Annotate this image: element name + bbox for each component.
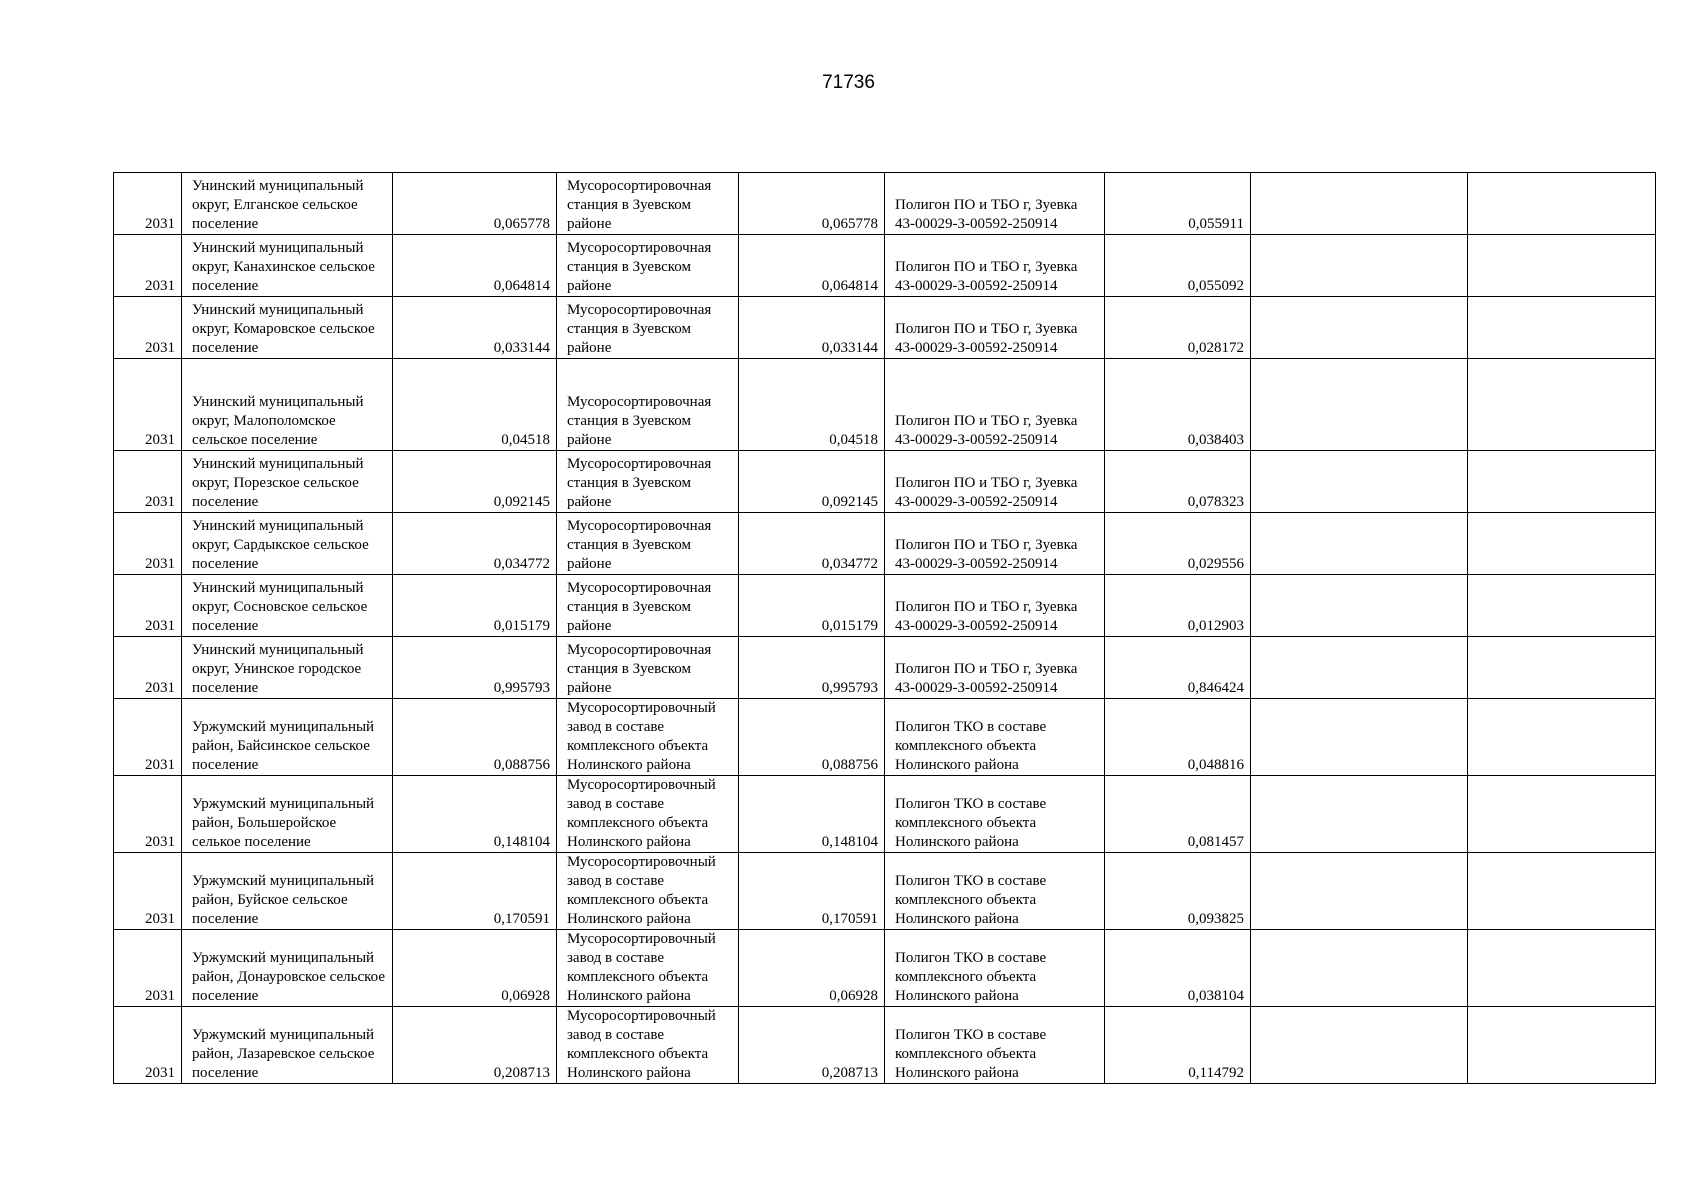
volume-cell: 0,034772	[393, 513, 557, 575]
landfill-cell: Полигон ТКО в составе комплексного объекта Нолинского района	[885, 1007, 1105, 1084]
volume-cell: 0,088756	[739, 699, 885, 776]
volume-cell: 0,038104	[1105, 930, 1251, 1007]
year-cell: 2031	[114, 513, 182, 575]
data-table	[113, 172, 1656, 1084]
empty-cell	[1468, 359, 1656, 451]
volume-cell: 0,055911	[1105, 173, 1251, 235]
table-row	[114, 930, 1656, 1007]
volume-cell: 0,034772	[739, 513, 885, 575]
year-cell: 2031	[114, 297, 182, 359]
year-cell: 2031	[114, 776, 182, 853]
facility-cell: Мусоросортировочная станция в Зуевском районе	[557, 513, 739, 575]
empty-cell	[1468, 853, 1656, 930]
volume-cell: 0,846424	[1105, 637, 1251, 699]
empty-cell	[1251, 297, 1468, 359]
landfill-cell: Полигон ТКО в составе комплексного объекта Нолинского района	[885, 699, 1105, 776]
year-cell: 2031	[114, 930, 182, 1007]
volume-cell: 0,078323	[1105, 451, 1251, 513]
facility-cell: Мусоросортировочная станция в Зуевском районе	[557, 173, 739, 235]
table-row	[114, 451, 1656, 513]
volume-cell: 0,06928	[739, 930, 885, 1007]
volume-cell: 0,04518	[393, 359, 557, 451]
municipality-cell: Унинский муниципальный округ, Сардыкское сельское поселение	[182, 513, 393, 575]
volume-cell: 0,065778	[739, 173, 885, 235]
empty-cell	[1468, 776, 1656, 853]
empty-cell	[1251, 173, 1468, 235]
empty-cell	[1251, 637, 1468, 699]
facility-cell: Мусоросортировочная станция в Зуевском районе	[557, 575, 739, 637]
municipality-cell: Уржумский муниципальный район, Байсинское сельское поселение	[182, 699, 393, 776]
table-row	[114, 637, 1656, 699]
volume-cell: 0,028172	[1105, 297, 1251, 359]
empty-cell	[1251, 699, 1468, 776]
empty-cell	[1468, 637, 1656, 699]
year-cell: 2031	[114, 235, 182, 297]
year-cell: 2031	[114, 575, 182, 637]
table-row	[114, 513, 1656, 575]
empty-cell	[1251, 1007, 1468, 1084]
landfill-cell: Полигон ПО и ТБО г, Зуевка 43-00029-З-00592-250914	[885, 575, 1105, 637]
empty-cell	[1468, 1007, 1656, 1084]
empty-cell	[1251, 930, 1468, 1007]
year-cell: 2031	[114, 451, 182, 513]
landfill-cell: Полигон ТКО в составе комплексного объекта Нолинского района	[885, 930, 1105, 1007]
volume-cell: 0,064814	[739, 235, 885, 297]
landfill-cell: Полигон ТКО в составе комплексного объекта Нолинского района	[885, 776, 1105, 853]
empty-cell	[1468, 575, 1656, 637]
table-row	[114, 575, 1656, 637]
table-row	[114, 235, 1656, 297]
table-row	[114, 297, 1656, 359]
volume-cell: 0,208713	[739, 1007, 885, 1084]
municipality-cell: Уржумский муниципальный район, Донауровское сельское поселение	[182, 930, 393, 1007]
volume-cell: 0,015179	[393, 575, 557, 637]
volume-cell: 0,06928	[393, 930, 557, 1007]
empty-cell	[1251, 451, 1468, 513]
volume-cell: 0,029556	[1105, 513, 1251, 575]
table-row	[114, 1007, 1656, 1084]
volume-cell: 0,038403	[1105, 359, 1251, 451]
municipality-cell: Унинский муниципальный округ, Комаровское сельское поселение	[182, 297, 393, 359]
empty-cell	[1468, 235, 1656, 297]
empty-cell	[1468, 930, 1656, 1007]
municipality-cell: Унинский муниципальный округ, Унинское городское поселение	[182, 637, 393, 699]
facility-cell: Мусоросортировочная станция в Зуевском районе	[557, 637, 739, 699]
volume-cell: 0,208713	[393, 1007, 557, 1084]
municipality-cell: Унинский муниципальный округ, Канахинское сельское поселение	[182, 235, 393, 297]
volume-cell: 0,064814	[393, 235, 557, 297]
facility-cell: Мусоросортировочный завод в составе комплексного объекта Нолинского района	[557, 699, 739, 776]
facility-cell: Мусоросортировочная станция в Зуевском районе	[557, 359, 739, 451]
municipality-cell: Уржумский муниципальный район, Большеройское селькое поселение	[182, 776, 393, 853]
volume-cell: 0,033144	[739, 297, 885, 359]
empty-cell	[1251, 575, 1468, 637]
year-cell: 2031	[114, 359, 182, 451]
empty-cell	[1251, 513, 1468, 575]
volume-cell: 0,081457	[1105, 776, 1251, 853]
empty-cell	[1468, 297, 1656, 359]
facility-cell: Мусоросортировочный завод в составе комплексного объекта Нолинского района	[557, 776, 739, 853]
volume-cell: 0,995793	[739, 637, 885, 699]
volume-cell: 0,148104	[393, 776, 557, 853]
volume-cell: 0,048816	[1105, 699, 1251, 776]
volume-cell: 0,092145	[739, 451, 885, 513]
volume-cell: 0,170591	[393, 853, 557, 930]
volume-cell: 0,012903	[1105, 575, 1251, 637]
year-cell: 2031	[114, 853, 182, 930]
landfill-cell: Полигон ПО и ТБО г, Зуевка 43-00029-З-00592-250914	[885, 513, 1105, 575]
volume-cell: 0,088756	[393, 699, 557, 776]
volume-cell: 0,170591	[739, 853, 885, 930]
facility-cell: Мусоросортировочный завод в составе комплексного объекта Нолинского района	[557, 1007, 739, 1084]
volume-cell: 0,114792	[1105, 1007, 1251, 1084]
municipality-cell: Унинский муниципальный округ, Порезское сельское поселение	[182, 451, 393, 513]
municipality-cell: Уржумский муниципальный район, Лазаревское сельское поселение	[182, 1007, 393, 1084]
empty-cell	[1468, 451, 1656, 513]
landfill-cell: Полигон ТКО в составе комплексного объекта Нолинского района	[885, 853, 1105, 930]
facility-cell: Мусоросортировочная станция в Зуевском районе	[557, 297, 739, 359]
municipality-cell: Унинский муниципальный округ, Малополомское сельское поселение	[182, 359, 393, 451]
empty-cell	[1468, 699, 1656, 776]
volume-cell: 0,015179	[739, 575, 885, 637]
year-cell: 2031	[114, 699, 182, 776]
landfill-cell: Полигон ПО и ТБО г, Зуевка 43-00029-З-00592-250914	[885, 173, 1105, 235]
landfill-cell: Полигон ПО и ТБО г, Зуевка 43-00029-З-00592-250914	[885, 297, 1105, 359]
landfill-cell: Полигон ПО и ТБО г, Зуевка 43-00029-З-00592-250914	[885, 359, 1105, 451]
volume-cell: 0,065778	[393, 173, 557, 235]
municipality-cell: Уржумский муниципальный район, Буйское сельское поселение	[182, 853, 393, 930]
page-number: 71736	[822, 72, 875, 93]
table-row	[114, 359, 1656, 451]
year-cell: 2031	[114, 1007, 182, 1084]
facility-cell: Мусоросортировочная станция в Зуевском районе	[557, 451, 739, 513]
facility-cell: Мусоросортировочный завод в составе комплексного объекта Нолинского района	[557, 853, 739, 930]
table-row	[114, 776, 1656, 853]
landfill-cell: Полигон ПО и ТБО г, Зуевка 43-00029-З-00592-250914	[885, 637, 1105, 699]
volume-cell: 0,093825	[1105, 853, 1251, 930]
year-cell: 2031	[114, 173, 182, 235]
volume-cell: 0,995793	[393, 637, 557, 699]
empty-cell	[1251, 853, 1468, 930]
municipality-cell: Унинский муниципальный округ, Елганское сельское поселение	[182, 173, 393, 235]
year-cell: 2031	[114, 637, 182, 699]
empty-cell	[1251, 776, 1468, 853]
volume-cell: 0,092145	[393, 451, 557, 513]
volume-cell: 0,033144	[393, 297, 557, 359]
table-row	[114, 699, 1656, 776]
volume-cell: 0,04518	[739, 359, 885, 451]
table-row	[114, 853, 1656, 930]
municipality-cell: Унинский муниципальный округ, Сосновское сельское поселение	[182, 575, 393, 637]
landfill-cell: Полигон ПО и ТБО г, Зуевка 43-00029-З-00592-250914	[885, 235, 1105, 297]
table-row	[114, 173, 1656, 235]
empty-cell	[1468, 173, 1656, 235]
empty-cell	[1251, 235, 1468, 297]
landfill-cell: Полигон ПО и ТБО г, Зуевка 43-00029-З-00592-250914	[885, 451, 1105, 513]
facility-cell: Мусоросортировочная станция в Зуевском районе	[557, 235, 739, 297]
empty-cell	[1468, 513, 1656, 575]
volume-cell: 0,148104	[739, 776, 885, 853]
facility-cell: Мусоросортировочный завод в составе комплексного объекта Нолинского района	[557, 930, 739, 1007]
volume-cell: 0,055092	[1105, 235, 1251, 297]
empty-cell	[1251, 359, 1468, 451]
